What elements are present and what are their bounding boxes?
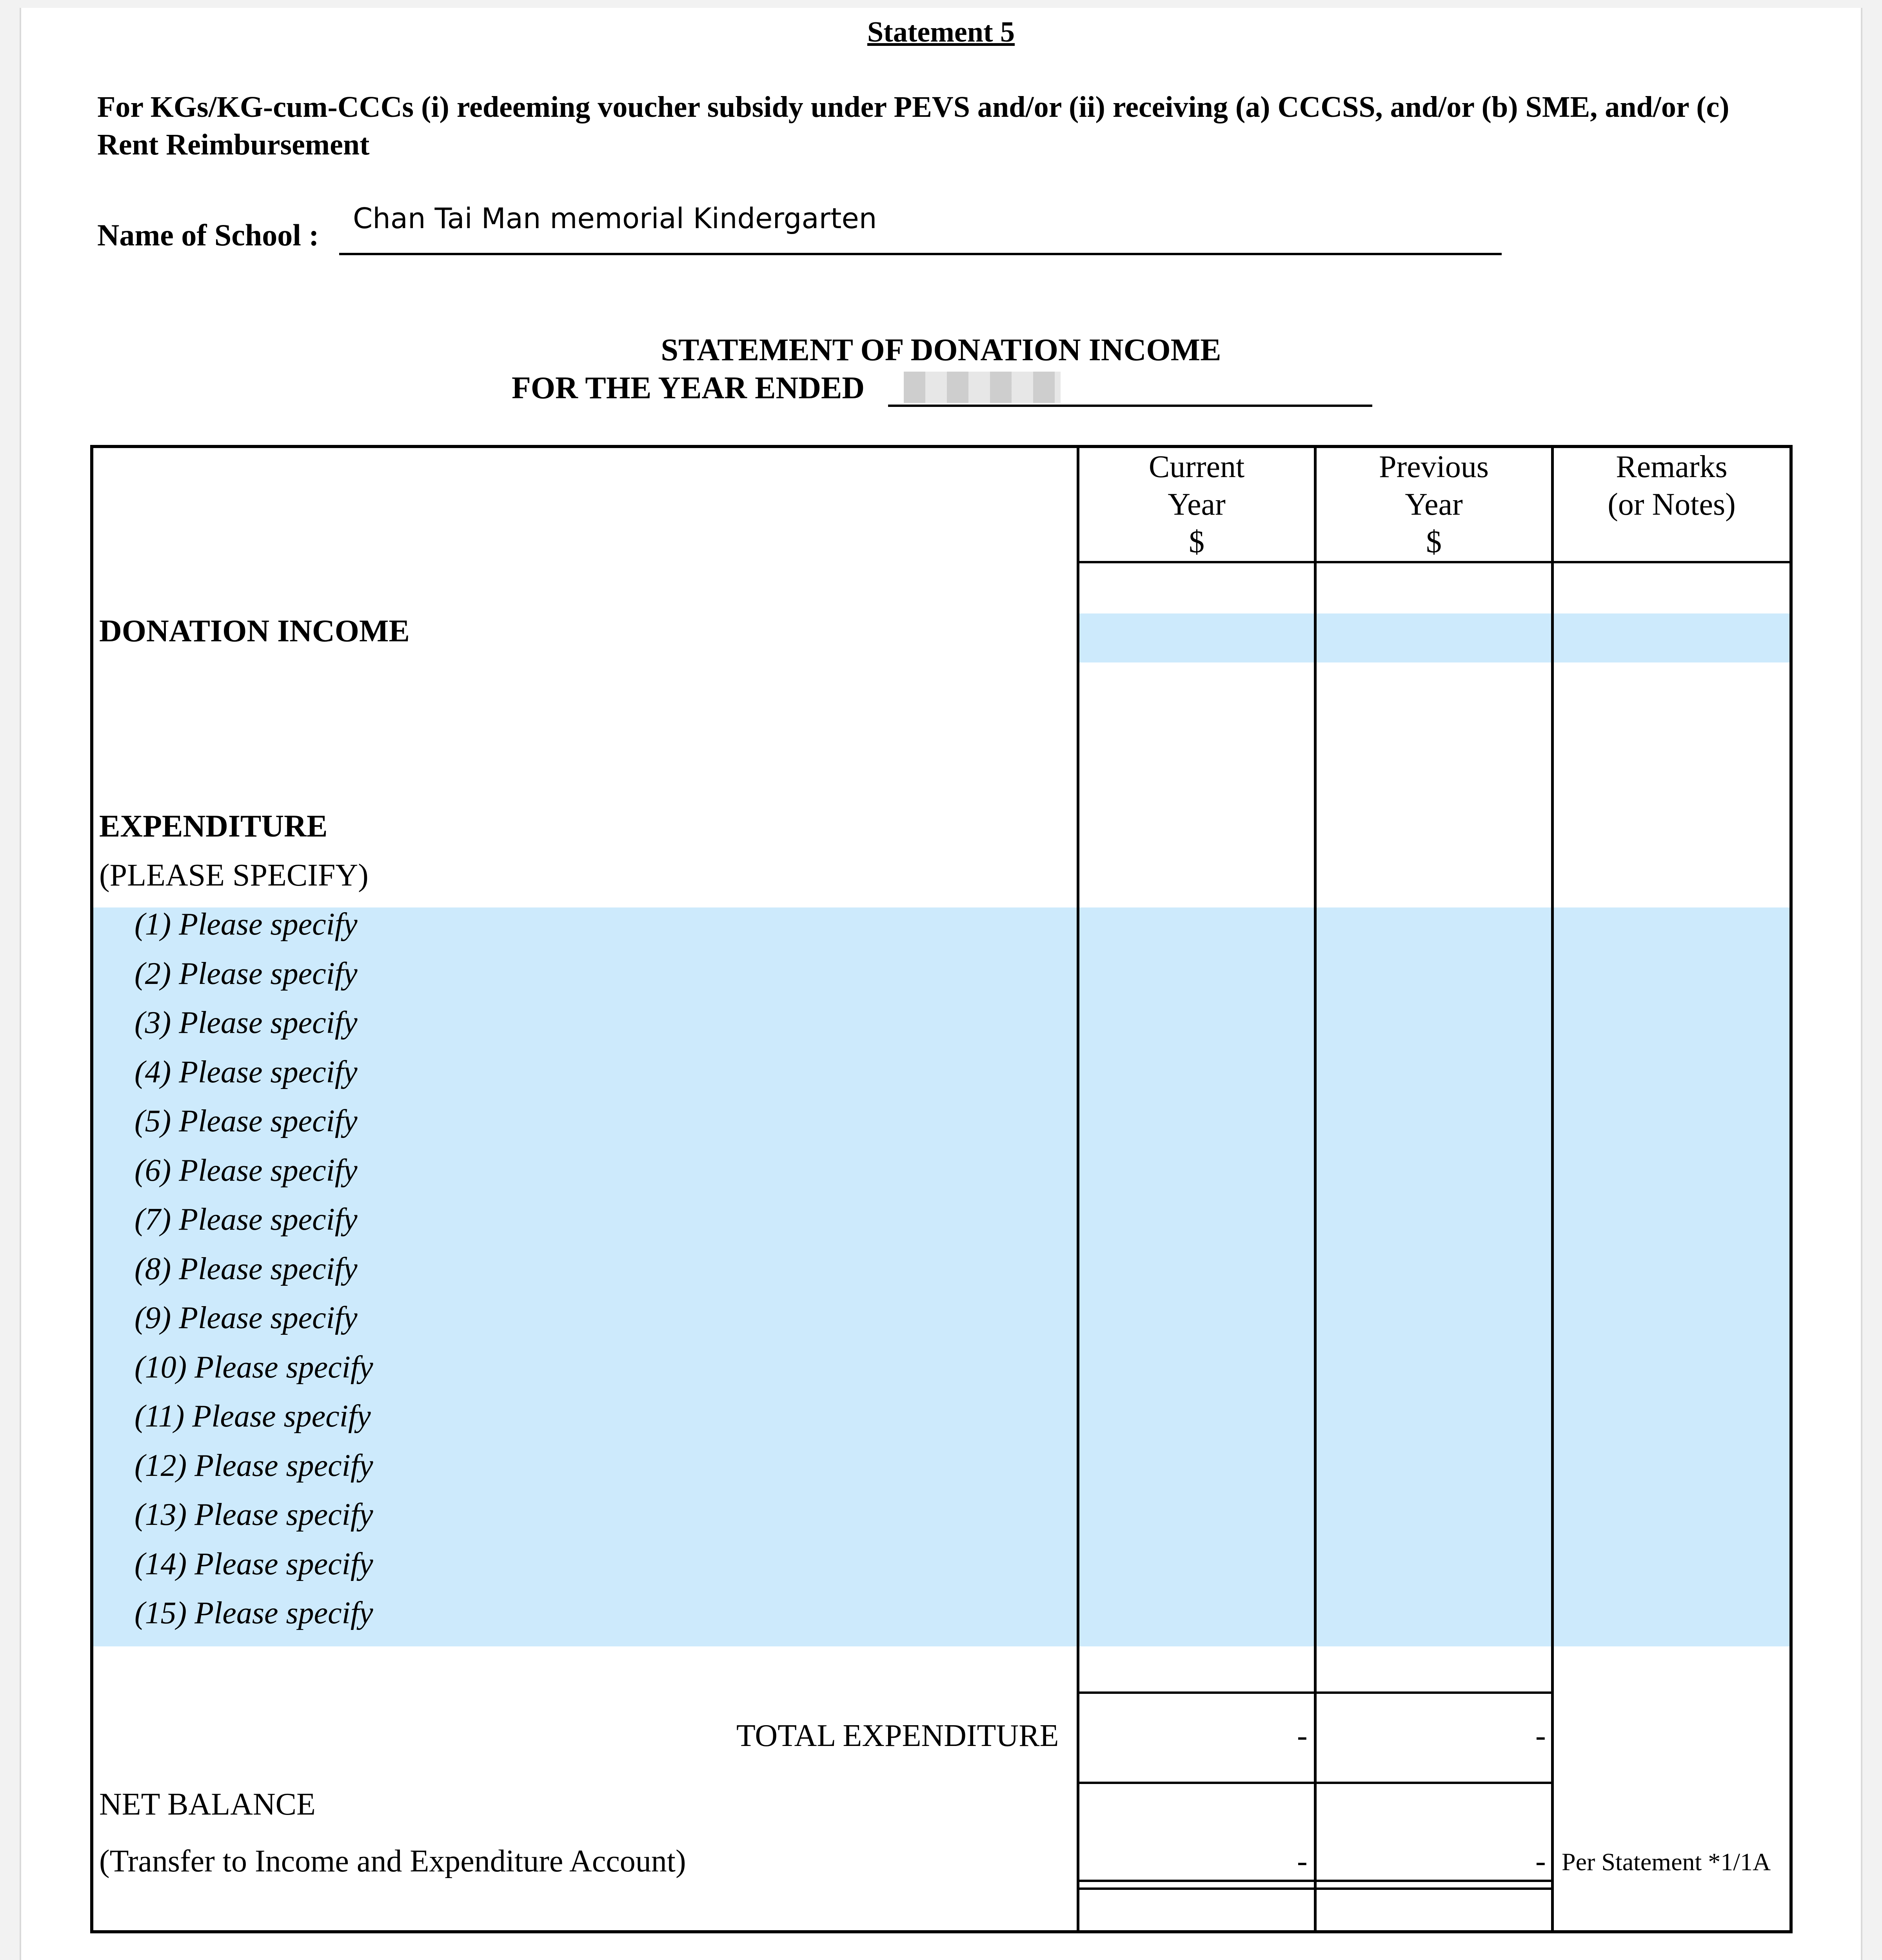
header-rule xyxy=(1077,561,1789,563)
col-header-previous-unit: $ xyxy=(1426,525,1442,559)
net-balance-previous[interactable]: - xyxy=(1535,1844,1546,1878)
col-header-remarks xyxy=(1554,448,1789,523)
school-name-underline xyxy=(339,253,1502,255)
expenditure-item[interactable]: (3) Please specify xyxy=(134,1005,358,1040)
net-balance-remark: Per Statement *1/1A xyxy=(1562,1848,1771,1876)
col-header-remarks-line1: Remarks xyxy=(1616,450,1728,484)
column-divider xyxy=(1551,448,1554,1930)
school-name-field[interactable]: Chan Tai Man memorial Kindergarten xyxy=(353,202,877,235)
expenditure-item[interactable]: (15) Please specify xyxy=(134,1596,373,1630)
net-balance-label: NET BALANCE xyxy=(99,1787,316,1822)
scope-text: For KGs/KG-cum-CCCs (i) redeeming voucher subsidy under PEVS and/or (ii) receiving (a) CCCSS, and/or (b) SME, and/or (c) Rent Reimbursement xyxy=(97,91,1729,161)
expenditure-heading: EXPENDITURE xyxy=(99,809,328,844)
col-header-previous-line1: Previous xyxy=(1379,450,1489,484)
expenditure-item[interactable]: (7) Please specify xyxy=(134,1202,358,1237)
total-top-rule xyxy=(1077,1691,1554,1694)
col-header-current xyxy=(1079,448,1314,561)
school-name-label: Name of School : xyxy=(97,218,319,252)
net-balance-current[interactable]: - xyxy=(1297,1844,1308,1878)
expenditure-item[interactable]: (10) Please specify xyxy=(134,1350,373,1385)
col-header-previous-line2: Year xyxy=(1405,487,1463,522)
total-expenditure-current[interactable]: - xyxy=(1297,1719,1308,1753)
expenditure-item[interactable]: (6) Please specify xyxy=(134,1153,358,1188)
page-title: STATEMENT OF DONATION INCOME xyxy=(661,333,1221,367)
column-divider xyxy=(1314,448,1317,1930)
expenditure-item[interactable]: (14) Please specify xyxy=(134,1546,373,1581)
expenditure-item[interactable]: (1) Please specify xyxy=(134,907,358,942)
year-ended-field[interactable] xyxy=(888,405,1372,407)
expenditure-item[interactable]: (2) Please specify xyxy=(134,956,358,991)
total-expenditure-label: TOTAL EXPENDITURE xyxy=(736,1719,1059,1753)
col-header-current-line2: Year xyxy=(1168,487,1226,522)
col-header-current-line1: Current xyxy=(1148,450,1245,484)
donation-income-input-band[interactable] xyxy=(1079,613,1789,662)
redacted-year xyxy=(904,372,1061,403)
expenditure-item[interactable]: (5) Please specify xyxy=(134,1104,358,1138)
donation-income-label: DONATION INCOME xyxy=(99,614,410,648)
year-ended-label: FOR THE YEAR ENDED xyxy=(512,371,865,405)
column-divider xyxy=(1077,448,1079,1930)
col-header-remarks-line2: (or Notes) xyxy=(1608,487,1736,522)
net-balance-sublabel: (Transfer to Income and Expenditure Account) xyxy=(99,1844,686,1878)
expenditure-item[interactable]: (11) Please specify xyxy=(134,1399,371,1434)
expenditure-subheading: (PLEASE SPECIFY) xyxy=(99,858,369,893)
expenditure-item[interactable]: (9) Please specify xyxy=(134,1301,358,1335)
total-expenditure-previous[interactable]: - xyxy=(1535,1719,1546,1753)
col-header-previous xyxy=(1317,448,1551,561)
total-bottom-rule xyxy=(1077,1782,1554,1784)
net-balance-rule xyxy=(1077,1880,1554,1882)
net-balance-double-rule xyxy=(1077,1887,1554,1890)
expenditure-item[interactable]: (13) Please specify xyxy=(134,1497,373,1532)
expenditure-item[interactable]: (8) Please specify xyxy=(134,1251,358,1286)
expenditure-item[interactable]: (12) Please specify xyxy=(134,1448,373,1483)
expenditure-item[interactable]: (4) Please specify xyxy=(134,1054,358,1089)
donation-statement-table xyxy=(90,445,1793,1933)
col-header-current-unit: $ xyxy=(1189,525,1204,559)
statement-title: Statement 5 xyxy=(867,16,1015,48)
